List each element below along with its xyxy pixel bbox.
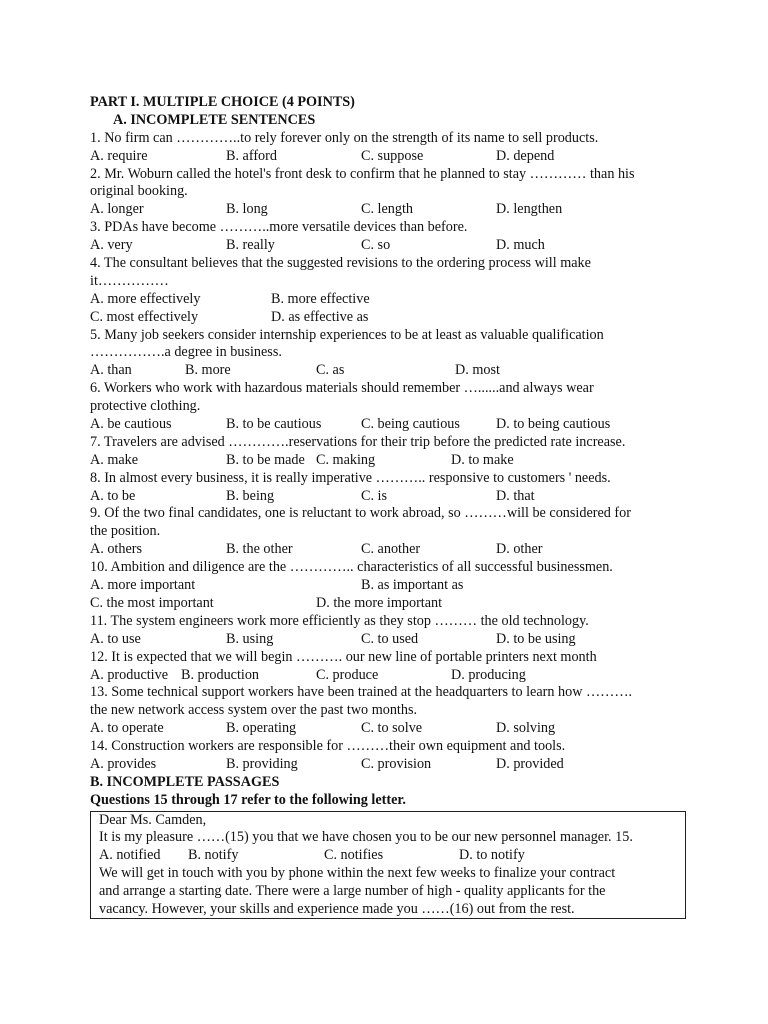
option-d: D. as effective as (271, 308, 369, 325)
option-a: A. longer (90, 201, 144, 218)
option-a: A. be cautious (90, 416, 172, 433)
option-c: C. to used (361, 630, 419, 647)
option-b: B. really (226, 237, 275, 254)
option-d: D. to make (451, 451, 514, 468)
option-b: B. more effective (271, 290, 370, 307)
options-row (90, 362, 690, 380)
option-b: B. more (185, 362, 231, 379)
question-5 (90, 327, 690, 381)
option-d: D. other (496, 541, 543, 558)
option-c: C. is (361, 487, 388, 504)
option-d: D. depend (496, 147, 555, 164)
options-row (90, 148, 690, 166)
question-1 (90, 130, 690, 166)
option-d: D. to notify (459, 847, 525, 864)
letter-box (90, 811, 686, 919)
option-b: B. operating (226, 720, 297, 737)
option-a: A. provides (90, 755, 157, 772)
option-b: B. being (226, 487, 275, 504)
question-stem: 8. In almost every business, it is really imperative ……….. responsive to customers ' needs. (90, 469, 611, 486)
option-b: B. to be cautious (226, 416, 322, 433)
option-a: A. require (90, 147, 148, 164)
options-row (90, 577, 690, 595)
question-stem: …………….a degree in business. (90, 344, 282, 361)
option-d: D. the more important (316, 594, 443, 611)
option-d: D. that (496, 487, 535, 504)
option-c: C. the most important (90, 594, 214, 611)
option-d: D. lengthen (496, 201, 563, 218)
options-row (90, 488, 690, 506)
option-c: C. produce (316, 666, 379, 683)
question-7 (90, 434, 690, 470)
letter-salutation: Dear Ms. Camden, (99, 811, 207, 828)
passage-intro: Questions 15 through 17 refer to the following letter. (90, 791, 406, 808)
section-a-title: A. INCOMPLETE SENTENCES (113, 111, 316, 128)
exam-content (90, 94, 690, 919)
question-stem: 2. Mr. Woburn called the hotel's front desk to confirm that he planned to stay ………… than his (90, 165, 635, 182)
options-row (90, 595, 690, 613)
options-row (90, 756, 690, 774)
option-b: B. the other (226, 541, 293, 558)
letter-line: vacancy. However, your skills and experience made you ……(16) out from the rest. (99, 900, 575, 917)
question-stem: 13. Some technical support workers have been trained at the headquarters to learn how ………. (90, 684, 633, 701)
option-a: A. more important (90, 577, 196, 594)
question-9 (90, 505, 690, 559)
question-stem: 12. It is expected that we will begin ………. our new line of portable printers next month (90, 648, 597, 665)
question-14 (90, 738, 690, 774)
option-d: D. most (455, 362, 500, 379)
options-row (90, 452, 690, 470)
option-b: B. as important as (361, 577, 464, 594)
option-b: B. providing (226, 755, 298, 772)
question-stem: 14. Construction workers are responsible for ………their own equipment and tools. (90, 738, 566, 755)
option-d: D. producing (451, 666, 526, 683)
option-c: C. length (361, 201, 414, 218)
option-a: A. others (90, 541, 143, 558)
question-stem: 11. The system engineers work more efficiently as they stop ……… the old technology. (90, 612, 589, 629)
question-8 (90, 470, 690, 506)
option-c: C. being cautious (361, 416, 460, 433)
section-b-title: B. INCOMPLETE PASSAGES (90, 773, 280, 790)
question-stem: 7. Travelers are advised ………….reservations for their trip before the predicted rate increase. (90, 433, 626, 450)
option-a: A. very (90, 237, 133, 254)
option-c: C. suppose (361, 147, 424, 164)
options-row (90, 667, 690, 685)
question-11 (90, 613, 690, 649)
option-d: D. provided (496, 755, 564, 772)
question-12 (90, 649, 690, 685)
options-row (90, 201, 690, 219)
letter-line: and arrange a starting date. There were a large number of high - quality applicants for the (99, 882, 606, 899)
option-b: B. afford (226, 147, 277, 164)
question-stem: 9. Of the two final candidates, one is reluctant to work abroad, so ………will be considered for (90, 505, 631, 522)
option-a: A. notified (99, 847, 161, 864)
question-stem: 10. Ambition and diligence are the ………….. characteristics of all successful businessmen. (90, 559, 613, 576)
options-row (90, 631, 690, 649)
question-stem: the new network access system over the past two months. (90, 702, 418, 719)
option-a: A. to use (90, 630, 141, 647)
letter-options-row (99, 847, 685, 865)
option-b: B. using (226, 630, 274, 647)
question-stem: 3. PDAs have become ………..more versatile devices than before. (90, 219, 468, 236)
question-stem: 5. Many job seekers consider internship experiences to be at least as valuable qualification (90, 326, 604, 343)
question-list (90, 130, 690, 774)
option-c: C. most effectively (90, 308, 199, 325)
part-heading: PART I. MULTIPLE CHOICE (4 POINTS) (90, 94, 355, 110)
question-13 (90, 684, 690, 738)
option-c: C. provision (361, 755, 432, 772)
option-c: C. notifies (324, 847, 384, 864)
option-a: A. make (90, 451, 139, 468)
option-b: B. production (181, 666, 260, 683)
question-stem: 1. No firm can …………..to rely forever only on the strength of its name to sell products. (90, 129, 599, 146)
question-stem: 6. Workers who work with hazardous materials should remember …......and always wear (90, 380, 594, 397)
options-row (90, 720, 690, 738)
option-a: A. to be (90, 487, 136, 504)
options-row (90, 237, 690, 255)
option-b: B. long (226, 201, 268, 218)
question-stem: protective clothing. (90, 398, 201, 415)
options-row (90, 291, 690, 309)
question-stem: 4. The consultant believes that the suggested revisions to the ordering process will make (90, 255, 591, 272)
letter-line: We will get in touch with you by phone within the next few weeks to finalize your contract (99, 865, 616, 882)
option-b: B. to be made (226, 451, 305, 468)
option-a: A. more effectively (90, 290, 201, 307)
options-row (90, 541, 690, 559)
options-row (90, 309, 690, 327)
option-c: C. so (361, 237, 391, 254)
option-a: A. to operate (90, 720, 164, 737)
question-2 (90, 166, 690, 220)
option-c: C. as (316, 362, 345, 379)
question-3 (90, 219, 690, 255)
option-b: B. notify (188, 847, 239, 864)
letter-line: It is my pleasure ……(15) you that we have chosen you to be our new personnel manager. 15. (99, 829, 633, 846)
question-4 (90, 255, 690, 327)
question-stem: the position. (90, 523, 161, 540)
option-a: A. than (90, 362, 132, 379)
options-row (90, 416, 690, 434)
option-d: D. to be using (496, 630, 576, 647)
option-d: D. much (496, 237, 545, 254)
question-stem: it…………… (90, 272, 169, 289)
option-c: C. to solve (361, 720, 423, 737)
option-c: C. making (316, 451, 376, 468)
question-stem: original booking. (90, 183, 188, 200)
question-6 (90, 380, 690, 434)
option-d: D. to being cautious (496, 416, 611, 433)
option-d: D. solving (496, 720, 556, 737)
question-10 (90, 559, 690, 613)
option-c: C. another (361, 541, 421, 558)
option-a: A. productive (90, 666, 169, 683)
